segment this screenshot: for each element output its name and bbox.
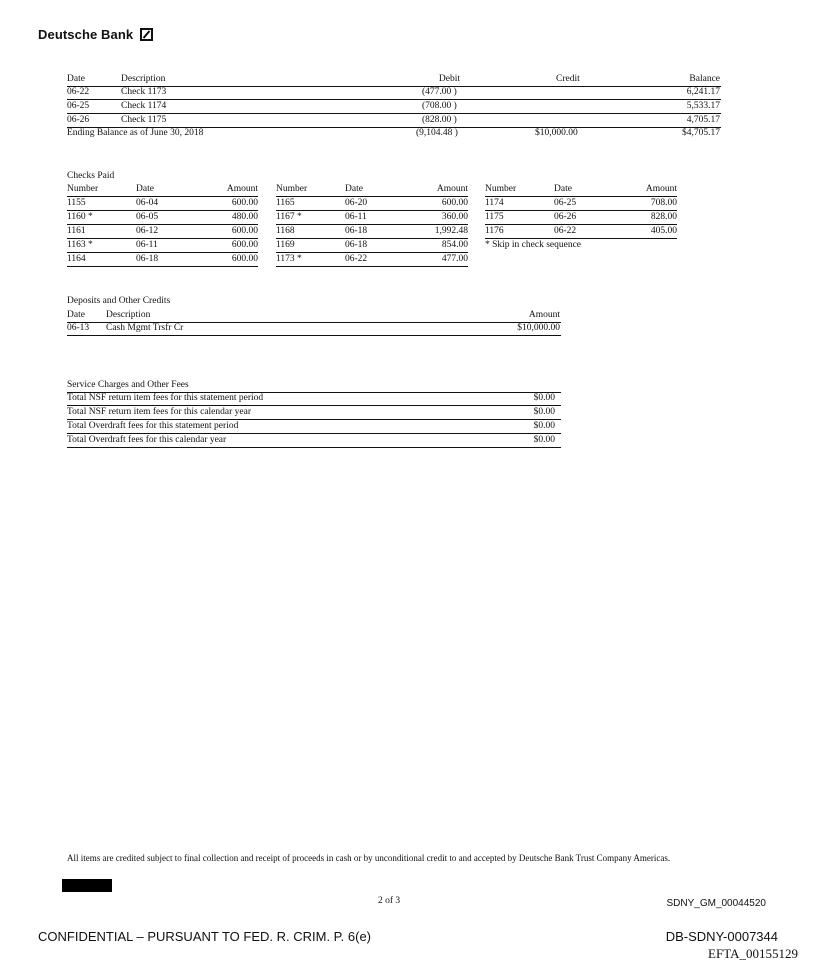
row-debit: (477.00 ) xyxy=(422,87,457,97)
check-number: 1165 xyxy=(276,198,295,208)
col-header-amount: Amount xyxy=(226,184,258,194)
fee-amount: $0.00 xyxy=(533,407,555,417)
check-number: 1161 xyxy=(67,226,86,236)
check-amount: 828.00 xyxy=(650,212,677,222)
bates-number: SDNY_GM_00044520 xyxy=(666,898,766,909)
col-header-credit: Credit xyxy=(556,74,580,84)
col-header-amount: Amount xyxy=(645,184,677,194)
check-amount: 600.00 xyxy=(231,254,258,264)
check-date: 06-04 xyxy=(136,198,159,208)
fee-label: Total NSF return item fees for this statement period xyxy=(67,393,264,403)
ending-balance: $4,705.17 xyxy=(682,128,720,138)
deposit-amount: $10,000.00 xyxy=(517,323,560,333)
row-date: 06-25 xyxy=(67,101,90,111)
check-amount: 708.00 xyxy=(650,198,677,208)
deposit-description: Cash Mgmt Trsfr Cr xyxy=(106,323,184,333)
bank-name: Deutsche Bank xyxy=(38,27,134,42)
ending-balance-label: Ending Balance as of June 30, 2018 xyxy=(67,128,204,138)
check-date: 06-22 xyxy=(345,254,368,264)
efta-number: EFTA_00155129 xyxy=(708,946,798,961)
fees-title: Service Charges and Other Fees xyxy=(67,380,189,390)
check-number: 1155 xyxy=(67,198,86,208)
check-number: 1164 xyxy=(67,254,86,264)
col-header-description: Description xyxy=(106,310,151,320)
check-number: 1163 * xyxy=(67,240,93,250)
check-amount: 600.00 xyxy=(231,226,258,236)
check-amount: 600.00 xyxy=(441,198,468,208)
check-amount: 600.00 xyxy=(231,240,258,250)
col-header-amount: Amount xyxy=(528,310,560,320)
bank-logo xyxy=(38,27,153,42)
check-number: 1174 xyxy=(485,198,504,208)
row-debit: (708.00 ) xyxy=(422,101,457,111)
col-header-debit: Debit xyxy=(438,74,460,84)
check-number: 1173 * xyxy=(276,254,302,264)
check-date: 06-26 xyxy=(554,212,577,222)
col-header-number: Number xyxy=(67,184,99,194)
row-debit: (828.00 ) xyxy=(422,115,457,125)
fee-label: Total NSF return item fees for this calendar year xyxy=(67,407,251,417)
check-date: 06-11 xyxy=(136,240,158,250)
col-header-date: Date xyxy=(67,74,85,84)
deutsche-bank-slash-icon xyxy=(140,28,153,41)
col-header-balance: Balance xyxy=(689,74,720,84)
check-amount: 477.00 xyxy=(441,254,468,264)
checks-paid-title: Checks Paid xyxy=(67,171,115,181)
check-amount: 600.00 xyxy=(231,198,258,208)
row-date: 06-22 xyxy=(67,87,90,97)
disclaimer: All items are credited subject to final collection and receipt of proceeds in cash or by unconditional credit to and accepted by Deutsche Bank Trust Company Americas. xyxy=(67,853,671,863)
ending-debit: (9,104.48 ) xyxy=(416,128,458,138)
fee-amount: $0.00 xyxy=(533,393,555,403)
check-amount: 1,992.48 xyxy=(434,226,468,236)
col-header-date: Date xyxy=(345,184,363,194)
check-number: 1169 xyxy=(276,240,295,250)
deposits-title: Deposits and Other Credits xyxy=(67,296,171,306)
col-header-description: Description xyxy=(121,74,166,84)
ending-credit: $10,000.00 xyxy=(535,128,578,138)
row-balance: 5,533.17 xyxy=(686,101,720,111)
col-header-date: Date xyxy=(67,310,85,320)
check-number: 1168 xyxy=(276,226,295,236)
col-header-number: Number xyxy=(485,184,517,194)
check-amount: 480.00 xyxy=(231,212,258,222)
confidential-notice: CONFIDENTIAL – PURSUANT TO FED. R. CRIM. P. 6(e) xyxy=(38,929,372,944)
check-amount: 360.00 xyxy=(441,212,468,222)
row-description: Check 1175 xyxy=(121,115,167,125)
check-date: 06-18 xyxy=(136,254,159,264)
col-header-number: Number xyxy=(276,184,308,194)
deposit-date: 06-13 xyxy=(67,323,90,333)
check-date: 06-18 xyxy=(345,240,368,250)
col-header-date: Date xyxy=(136,184,154,194)
check-number: 1160 * xyxy=(67,212,93,222)
check-number: 1175 xyxy=(485,212,504,222)
fee-amount: $0.00 xyxy=(533,435,555,445)
fee-label: Total Overdraft fees for this statement period xyxy=(67,421,239,431)
redaction-bar xyxy=(62,879,112,892)
row-description: Check 1173 xyxy=(121,87,167,97)
check-amount: 405.00 xyxy=(650,226,677,236)
check-date: 06-12 xyxy=(136,226,159,236)
check-date: 06-20 xyxy=(345,198,368,208)
col-header-date: Date xyxy=(554,184,572,194)
row-balance: 6,241.17 xyxy=(686,87,720,97)
check-number: 1176 xyxy=(485,226,504,236)
check-date: 06-25 xyxy=(554,198,577,208)
skip-note: * Skip in check sequence xyxy=(485,240,582,250)
check-date: 06-18 xyxy=(345,226,368,236)
check-date: 06-05 xyxy=(136,212,159,222)
row-date: 06-26 xyxy=(67,115,90,125)
fee-label: Total Overdraft fees for this calendar year xyxy=(67,435,227,445)
check-amount: 854.00 xyxy=(441,240,468,250)
row-description: Check 1174 xyxy=(121,101,167,111)
db-bates-number: DB-SDNY-0007344 xyxy=(665,929,778,944)
check-date: 06-11 xyxy=(345,212,367,222)
fee-amount: $0.00 xyxy=(533,421,555,431)
row-balance: 4,705.17 xyxy=(686,115,720,125)
check-date: 06-22 xyxy=(554,226,577,236)
page-number: 2 of 3 xyxy=(378,896,401,906)
check-number: 1167 * xyxy=(276,212,302,222)
col-header-amount: Amount xyxy=(436,184,468,194)
